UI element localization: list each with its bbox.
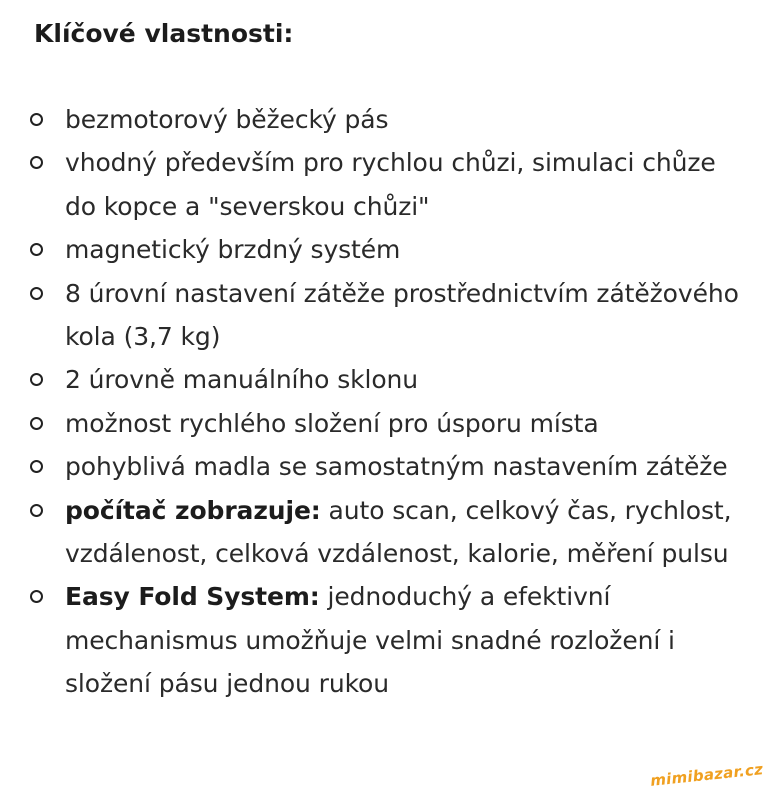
feature-item bbox=[0, 489, 773, 576]
bullet-circle-icon bbox=[30, 417, 43, 430]
section-heading: Klíčové vlastnosti: bbox=[34, 19, 294, 48]
feature-list bbox=[0, 98, 773, 706]
feature-item bbox=[0, 141, 773, 228]
feature-text: auto scan, celkový čas, rychlost, vzdálenost, celková vzdálenost, kalorie, měření pulsu bbox=[65, 495, 732, 569]
watermark-logo: mimibazar.cz bbox=[648, 760, 764, 790]
feature-text: magnetický brzdný systém bbox=[65, 235, 401, 265]
bullet-circle-icon bbox=[30, 113, 43, 126]
feature-item bbox=[0, 228, 773, 271]
bullet-circle-icon bbox=[30, 287, 43, 300]
feature-text: 8 úrovní nastavení zátěže prostřednictvím zátěžového kola (3,7 kg) bbox=[65, 278, 739, 352]
feature-item bbox=[0, 272, 773, 359]
feature-text: možnost rychlého složení pro úsporu místa bbox=[65, 408, 599, 438]
feature-item bbox=[0, 402, 773, 445]
feature-item bbox=[0, 575, 773, 705]
bullet-circle-icon bbox=[30, 373, 43, 386]
feature-item bbox=[0, 358, 773, 401]
feature-item bbox=[0, 98, 773, 141]
bullet-circle-icon bbox=[30, 504, 43, 517]
bullet-circle-icon bbox=[30, 460, 43, 473]
feature-label: počítač zobrazuje: bbox=[65, 495, 321, 525]
feature-text: vhodný především pro rychlou chůzi, simulaci chůze do kopce a "severskou chůzi" bbox=[65, 148, 716, 221]
feature-label: Easy Fold System: bbox=[65, 582, 320, 612]
feature-text: bezmotorový běžecký pás bbox=[65, 105, 389, 134]
bullet-circle-icon bbox=[30, 243, 43, 256]
feature-item bbox=[0, 445, 773, 488]
feature-text: jednoduchý a efektivní mechanismus umožňuje velmi snadné rozložení i složení pásu jednou rukou bbox=[65, 582, 675, 699]
feature-text: pohyblivá madla se samostatným nastavením zátěže bbox=[65, 452, 728, 482]
bullet-circle-icon bbox=[30, 590, 43, 603]
feature-text: 2 úrovně manuálního sklonu bbox=[65, 365, 419, 395]
bullet-circle-icon bbox=[30, 156, 43, 169]
